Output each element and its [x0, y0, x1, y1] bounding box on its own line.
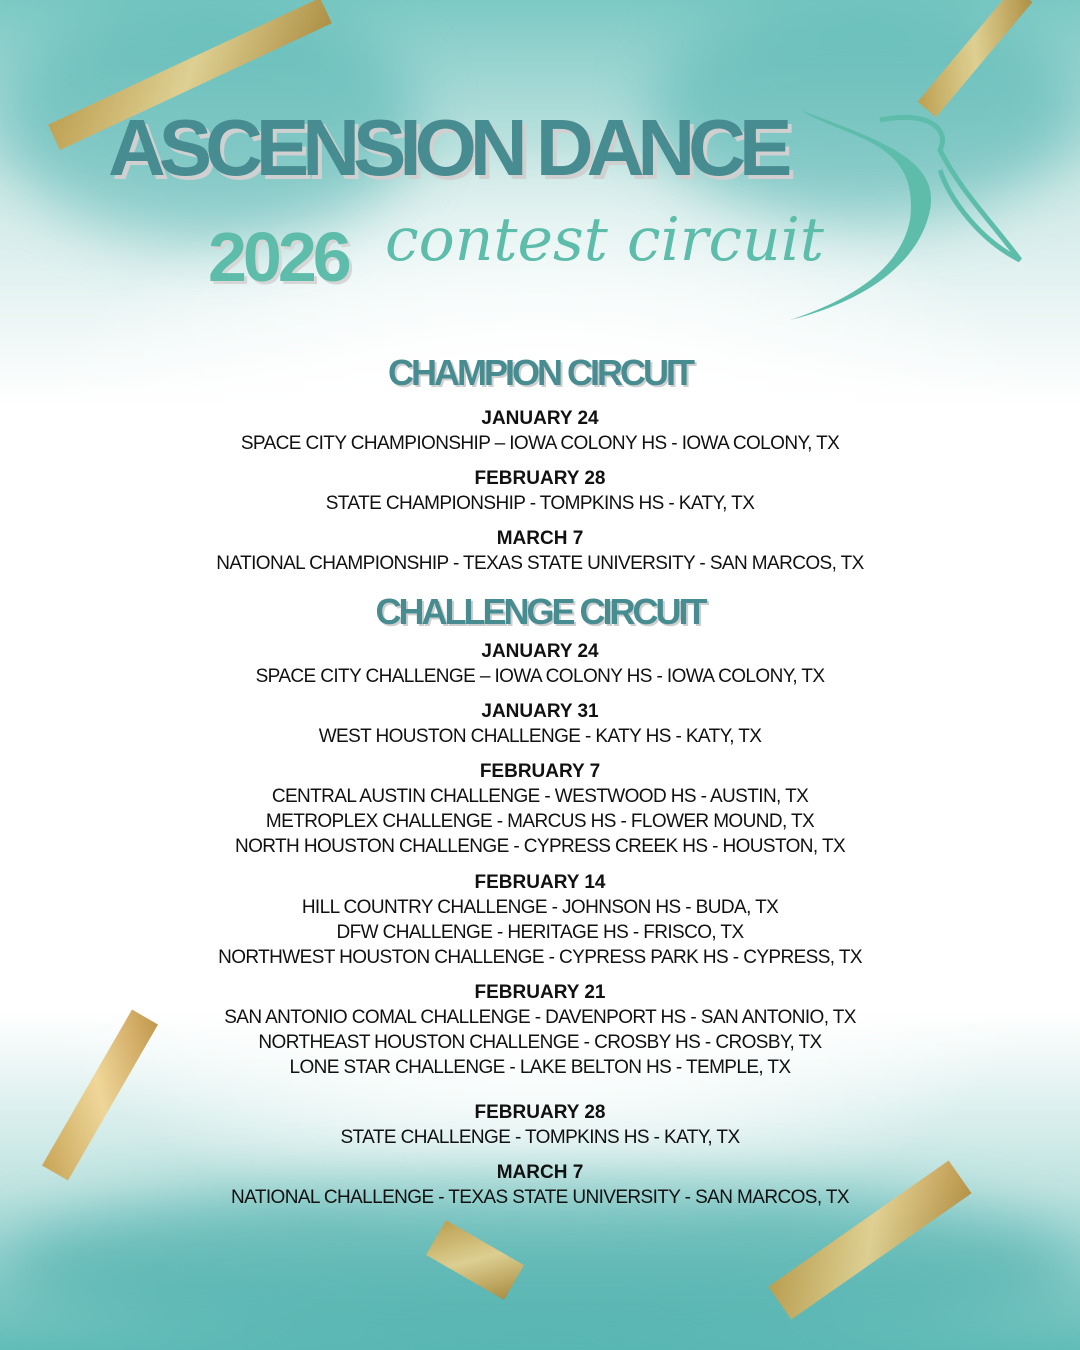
event-date: FEBRUARY 28 [474, 468, 606, 489]
challenge-circuit-heading: CHALLENGE CIRCUIT [375, 591, 705, 632]
event-item: METROPLEX CHALLENGE - MARCUS HS - FLOWER MOUND, TX [265, 811, 815, 832]
event-group [0, 406, 1080, 456]
subtitle-script: contest circuit [385, 205, 824, 275]
event-group [0, 870, 1080, 970]
event-item: SAN ANTONIO COMAL CHALLENGE - DAVENPORT HS - SAN ANTONIO, TX [224, 1007, 856, 1028]
event-date: MARCH 7 [496, 1162, 584, 1183]
event-item: SPACE CITY CHAMPIONSHIP – IOWA COLONY HS - IOWA COLONY, TX [240, 433, 840, 454]
event-item: STATE CHAMPIONSHIP - TOMPKINS HS - KATY, TX [325, 493, 755, 514]
event-item: NORTHWEST HOUSTON CHALLENGE - CYPRESS PARK HS - CYPRESS, TX [218, 947, 862, 968]
event-date: FEBRUARY 21 [474, 982, 606, 1003]
champion-circuit-heading: CHAMPION CIRCUIT [388, 352, 692, 393]
dancer-logo-icon [790, 100, 1030, 330]
event-group [0, 1100, 1080, 1150]
event-item: NATIONAL CHALLENGE - TEXAS STATE UNIVERSITY - SAN MARCOS, TX [231, 1187, 849, 1208]
event-item: NORTHEAST HOUSTON CHALLENGE - CROSBY HS - CROSBY, TX [258, 1032, 822, 1053]
event-group [0, 980, 1080, 1080]
main-title: ASCENSION DANCE [108, 103, 786, 192]
event-group [0, 466, 1080, 516]
year: 2026 [208, 218, 348, 296]
event-item: DFW CHALLENGE - HERITAGE HS - FRISCO, TX [336, 922, 744, 943]
event-item: STATE CHALLENGE - TOMPKINS HS - KATY, TX [340, 1127, 740, 1148]
event-group [0, 759, 1080, 859]
event-item: NATIONAL CHAMPIONSHIP - TEXAS STATE UNIVERSITY - SAN MARCOS, TX [216, 553, 864, 574]
event-item: SPACE CITY CHALLENGE – IOWA COLONY HS - IOWA COLONY, TX [255, 666, 825, 687]
event-date: FEBRUARY 7 [479, 761, 601, 782]
event-item: CENTRAL AUSTIN CHALLENGE - WESTWOOD HS - AUSTIN, TX [271, 786, 809, 807]
event-date: JANUARY 24 [481, 641, 599, 662]
event-group [0, 639, 1080, 689]
event-date: MARCH 7 [496, 528, 584, 549]
event-group [0, 1160, 1080, 1210]
event-group [0, 699, 1080, 749]
event-item: NORTH HOUSTON CHALLENGE - CYPRESS CREEK HS - HOUSTON, TX [234, 836, 846, 857]
event-date: FEBRUARY 28 [474, 1102, 606, 1123]
event-date: FEBRUARY 14 [474, 872, 606, 893]
event-group [0, 526, 1080, 576]
event-date: JANUARY 31 [481, 701, 599, 722]
event-item: LONE STAR CHALLENGE - LAKE BELTON HS - TEMPLE, TX [289, 1057, 791, 1078]
event-date: JANUARY 24 [481, 408, 599, 429]
event-item: WEST HOUSTON CHALLENGE - KATY HS - KATY, TX [318, 726, 762, 747]
event-item: HILL COUNTRY CHALLENGE - JOHNSON HS - BUDA, TX [301, 897, 779, 918]
